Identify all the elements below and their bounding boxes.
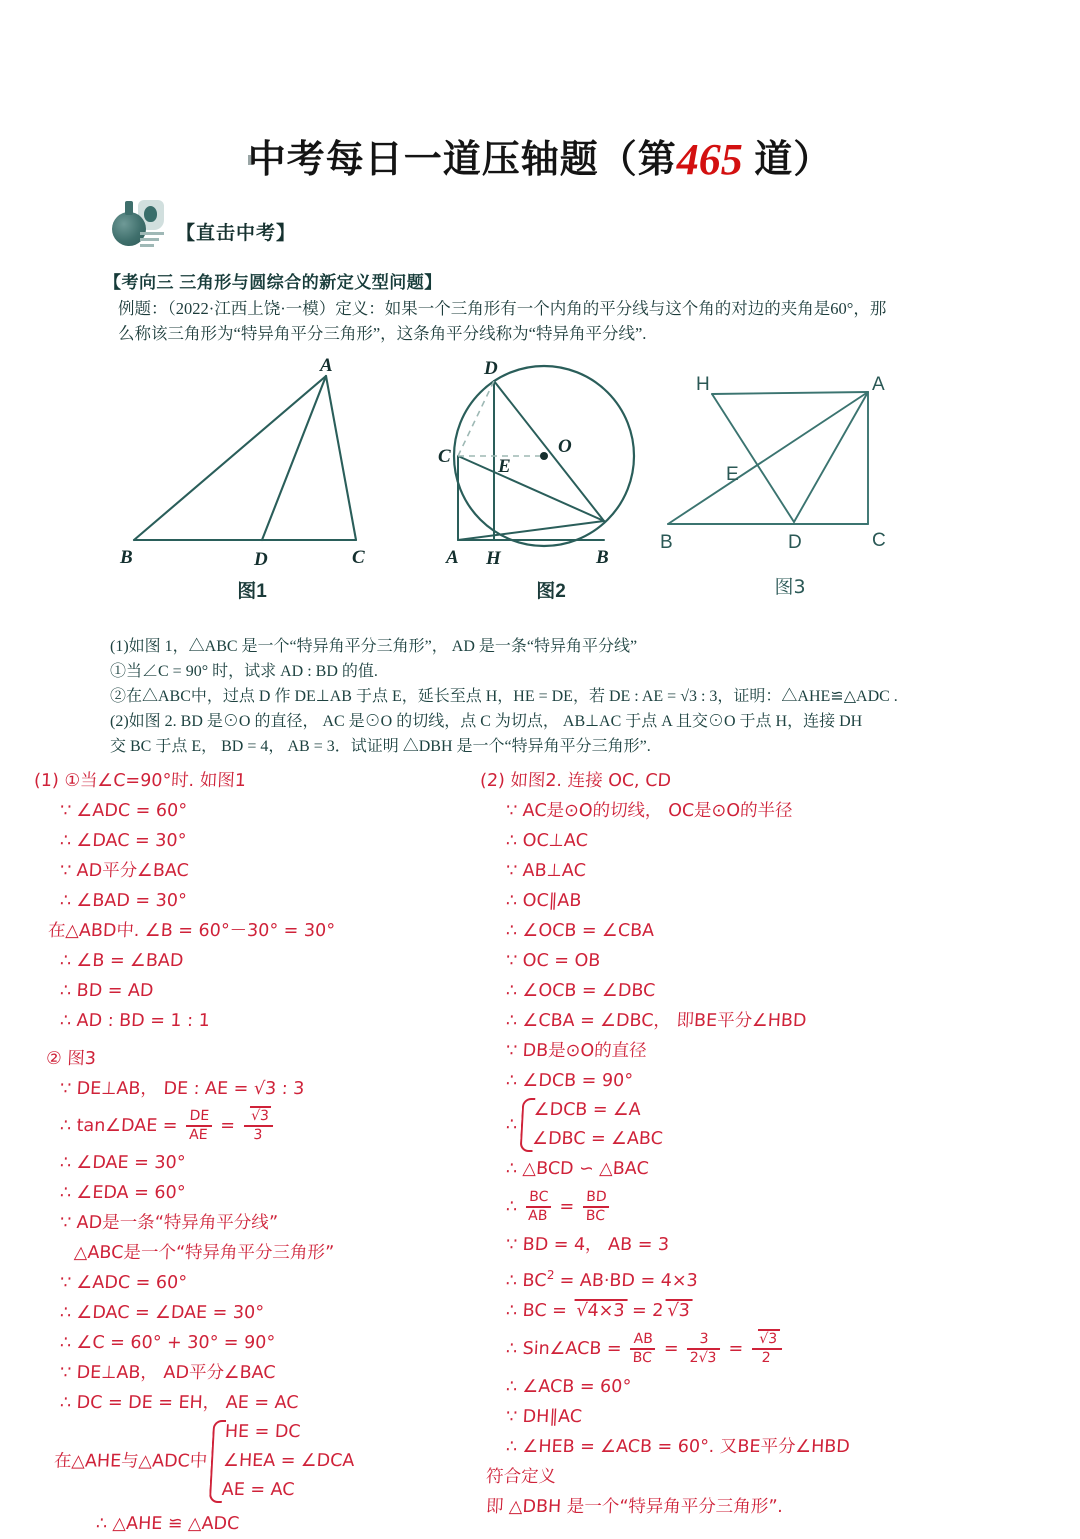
fraction-root3-2: $\frac{√3}{2}$	[751, 1332, 783, 1366]
figure-2-label-E: E	[498, 456, 511, 477]
figure-2	[436, 358, 666, 602]
hw-left-line: ∴ ∠C = 60° + 30° = 90°	[59, 1333, 276, 1353]
figure-2-label-C: C	[438, 446, 451, 467]
fraction-sqrt3-3: $\frac{√3}{3}$	[243, 1109, 275, 1143]
hw-right-line: ∴ ∠DCB = 90°	[505, 1071, 634, 1091]
figure-3-label-B: B	[660, 532, 673, 553]
page-title	[0, 128, 1080, 185]
fraction-bc-ab: $\frac{BC}{AB}$	[525, 1190, 552, 1224]
hw-right-line: ∵ DB是⊙O的直径	[505, 1041, 648, 1061]
section-label: 【考向三 三角形与圆综合的新定义型问题】	[104, 273, 442, 292]
figure-2-label-O: O	[558, 436, 572, 457]
flask-logo-icon	[108, 196, 170, 252]
figure-3-label-H: H	[696, 376, 710, 395]
figure-3-label-A: A	[872, 376, 885, 395]
brace-row: ∠DCB = ∠A	[533, 1100, 642, 1120]
handwritten-solution-left	[34, 766, 464, 1539]
stem-line-1: 例题：（2022·江西上饶·一模）定义：如果一个三角形有一个内角的平分线与这个角的对边的夹角是60°，那	[118, 299, 887, 318]
hw-right-line: ∴	[505, 1115, 518, 1135]
figure-1-label-C: C	[352, 547, 365, 568]
hw-right-line: ∵ AB⊥AC	[505, 861, 587, 881]
hw-right-line-sqrt: ∴ BC = √4×3 = 2 √3	[479, 1296, 1041, 1326]
brace-left	[205, 1418, 357, 1505]
hw-left-line: 在△ABD中. ∠B = 60°－30° = 30°	[47, 921, 336, 941]
hw-left-congruence-setup	[32, 1418, 467, 1505]
hw-left-line: ∴ △AHE ≌ △ADC	[95, 1514, 240, 1534]
hw-left-line: ∵ DE⊥AB， DE : AE = √3 : 3	[59, 1079, 305, 1099]
hw-right-line: ∴ △BCD ∽ △BAC	[505, 1159, 650, 1179]
sqrt-4x3: √4×3	[572, 1301, 627, 1321]
hw-left-line-fraction: ∴ tan∠DAE = $\frac{DE}{AE}$ = $\frac{√3}{3}$	[33, 1104, 465, 1148]
badge-label: 【直击中考】	[176, 223, 297, 244]
hw-right-line: ∵ DH∥AC	[505, 1406, 583, 1427]
hw-left-line: ② 图3	[45, 1049, 97, 1069]
hw-right-line: ∵ OC = OB	[505, 951, 601, 971]
hw-left-line: ∴ ∠DAE = 30°	[59, 1153, 186, 1173]
fraction-3-2root3: $\frac{3}{2√3}$	[686, 1332, 721, 1366]
hw-right-line: ∴ $BC^2 = AB\cdot BD = 4\times 3$	[505, 1268, 699, 1291]
brace-row: ∠DBC = ∠ABC	[531, 1129, 664, 1149]
hw-right-ratio: ∴ $\frac{BC}{AB}$ = $\frac{BD}{BC}$	[479, 1184, 1041, 1230]
hw-right-line: ∴ ∠OCB = ∠DBC	[505, 981, 656, 1001]
figure-2-label-D: D	[484, 358, 498, 379]
figure-3-label-D: D	[788, 532, 802, 553]
handwritten-solution-right	[480, 766, 1040, 1522]
hw-right-line: ∴ ∠ACB = 60°	[505, 1376, 632, 1397]
hw-left-line: ∵ AD平分∠BAC	[59, 861, 190, 881]
question-2-cont: 交 BC 于点 E， BD = 4， AB = 3．试证明 △DBH 是一个“特异角平分三角形”.	[110, 738, 651, 755]
hw-right-line: ∴ ∠HEB = ∠ACB = 60°. 又BE平分∠HBD	[505, 1436, 851, 1457]
hw-left-line: ∵ AD是一条“特异角平分线”	[59, 1213, 279, 1233]
hw-right-line: ∵ BD = 4， AB = 3	[505, 1235, 670, 1255]
figure-2-label-B: B	[596, 547, 609, 568]
figure-3-label-C: C	[872, 530, 886, 551]
fraction-de-ae: $\frac{DE}{AE}$	[185, 1109, 212, 1143]
brace-row: AE = AC	[221, 1480, 296, 1500]
problem-stem	[118, 296, 980, 346]
title-number: 465	[676, 135, 743, 184]
hw-right-line: 即 △DBH 是一个“特异角平分三角形”.	[485, 1496, 784, 1517]
stem-line-2: 么称该三角形为“特异角平分三角形”，这条角平分线称为“特异角平分线”.	[118, 324, 647, 343]
hw-right-line: ∵ AC是⊙O的切线， OC是⊙O的半径	[505, 801, 794, 821]
brace-row: ∠HEA = ∠DCA	[222, 1451, 355, 1471]
brace-right	[516, 1096, 665, 1154]
question-2: (2)如图 2. BD 是⊙O 的直径， AC 是⊙O 的切线，点 C 为切点， AB⊥AC 于点 A 且交⊙O 于点 H，连接 DH	[110, 713, 863, 730]
brace-row: HE = DC	[224, 1422, 302, 1442]
question-1b: ②在△ABC中，过点 D 作 DE⊥AB 于点 E，延长至点 H，HE = DE，若 DE : AE = √3 : 3，证明：△AHE≌△ADC .	[110, 688, 898, 705]
hw-right-brace-block	[478, 1096, 1041, 1154]
hw-right-line: (2) 如图2. 连接 OC, CD	[479, 771, 672, 791]
hw-right-line: ∴ OC∥AB	[505, 891, 582, 911]
hw-left-line: ∴ AD : BD = 1 : 1	[59, 1011, 211, 1031]
figure-2-label-H: H	[486, 548, 501, 569]
figure-strip	[0, 352, 1080, 612]
hw-left-line: ∴ ∠DAC = ∠DAE = 30°	[59, 1303, 265, 1323]
figure-3-label-E: E	[726, 464, 739, 485]
figure-3-caption: 图3	[774, 576, 806, 598]
hw-right-sine: ∴ Sin∠ACB = $\frac{AB}{BC}$ = $\frac{3}{2√3}$ = $\frac{√3}{2}$	[479, 1326, 1041, 1372]
fraction-ab-bc: $\frac{AB}{BC}$	[629, 1332, 656, 1366]
hw-right-line: ∴ OC⊥AC	[505, 831, 589, 851]
title-suffix: 道）	[742, 139, 833, 181]
figure-1-label-B: B	[120, 547, 133, 568]
hw-left-line: ∴ BD = AD	[59, 981, 154, 1001]
figure-1-caption: 图1	[237, 581, 267, 602]
figure-2-drawing	[436, 358, 666, 573]
figure-2-caption: 图2	[536, 581, 566, 602]
hw-right-line: ∴ ∠OCB = ∠CBA	[505, 921, 655, 941]
question-list	[110, 634, 982, 759]
figure-3	[660, 376, 920, 598]
hw-left-line: ∵ DE⊥AB， AD平分∠BAC	[59, 1363, 277, 1383]
hw-left-line: ∴ DC = DE = EH， AE = AC	[59, 1393, 300, 1413]
hw-right-line: ∴ ∠CBA = ∠DBC， 即BE平分∠HBD	[505, 1011, 807, 1031]
hw-left-line: ∴ ∠DAC = 30°	[59, 831, 187, 851]
figure-1	[112, 358, 392, 602]
figure-2-label-A: A	[446, 547, 459, 568]
figure-1-drawing	[112, 358, 392, 573]
title-prefix: 中考每日一道压轴题（第	[247, 139, 677, 181]
figure-3-drawing	[660, 376, 920, 576]
figure-1-label-D: D	[254, 549, 268, 570]
hw-left-line: (1) ①当∠C=90°时. 如图1	[33, 771, 247, 791]
hw-left-line: ∴ ∠EDA = 60°	[59, 1183, 186, 1203]
question-1a: ①当∠C = 90° 时，试求 AD : BD 的值.	[110, 663, 378, 680]
fraction-bd-bc: $\frac{BD}{BC}$	[582, 1190, 610, 1224]
logo-lines-decoration	[140, 232, 164, 246]
hw-right-line: 符合定义	[485, 1466, 557, 1487]
hw-left-line: ∵ ∠ADC = 60°	[59, 801, 188, 821]
hw-left-line: ∵ ∠ADC = 60°	[59, 1273, 188, 1293]
hw-left-line: ∴ ∠BAD = 30°	[59, 891, 188, 911]
hw-left-line: 在△AHE与△ADC中	[53, 1451, 208, 1472]
figure-1-label-A: A	[320, 358, 333, 376]
hw-left-line: △ABC是一个“特异角平分三角形”	[73, 1243, 335, 1263]
hw-left-line: ∴ ∠B = ∠BAD	[59, 951, 184, 971]
question-1: (1)如图 1，△ABC 是一个“特异角平分三角形”， AD 是一条“特异角平分线”	[110, 638, 638, 655]
